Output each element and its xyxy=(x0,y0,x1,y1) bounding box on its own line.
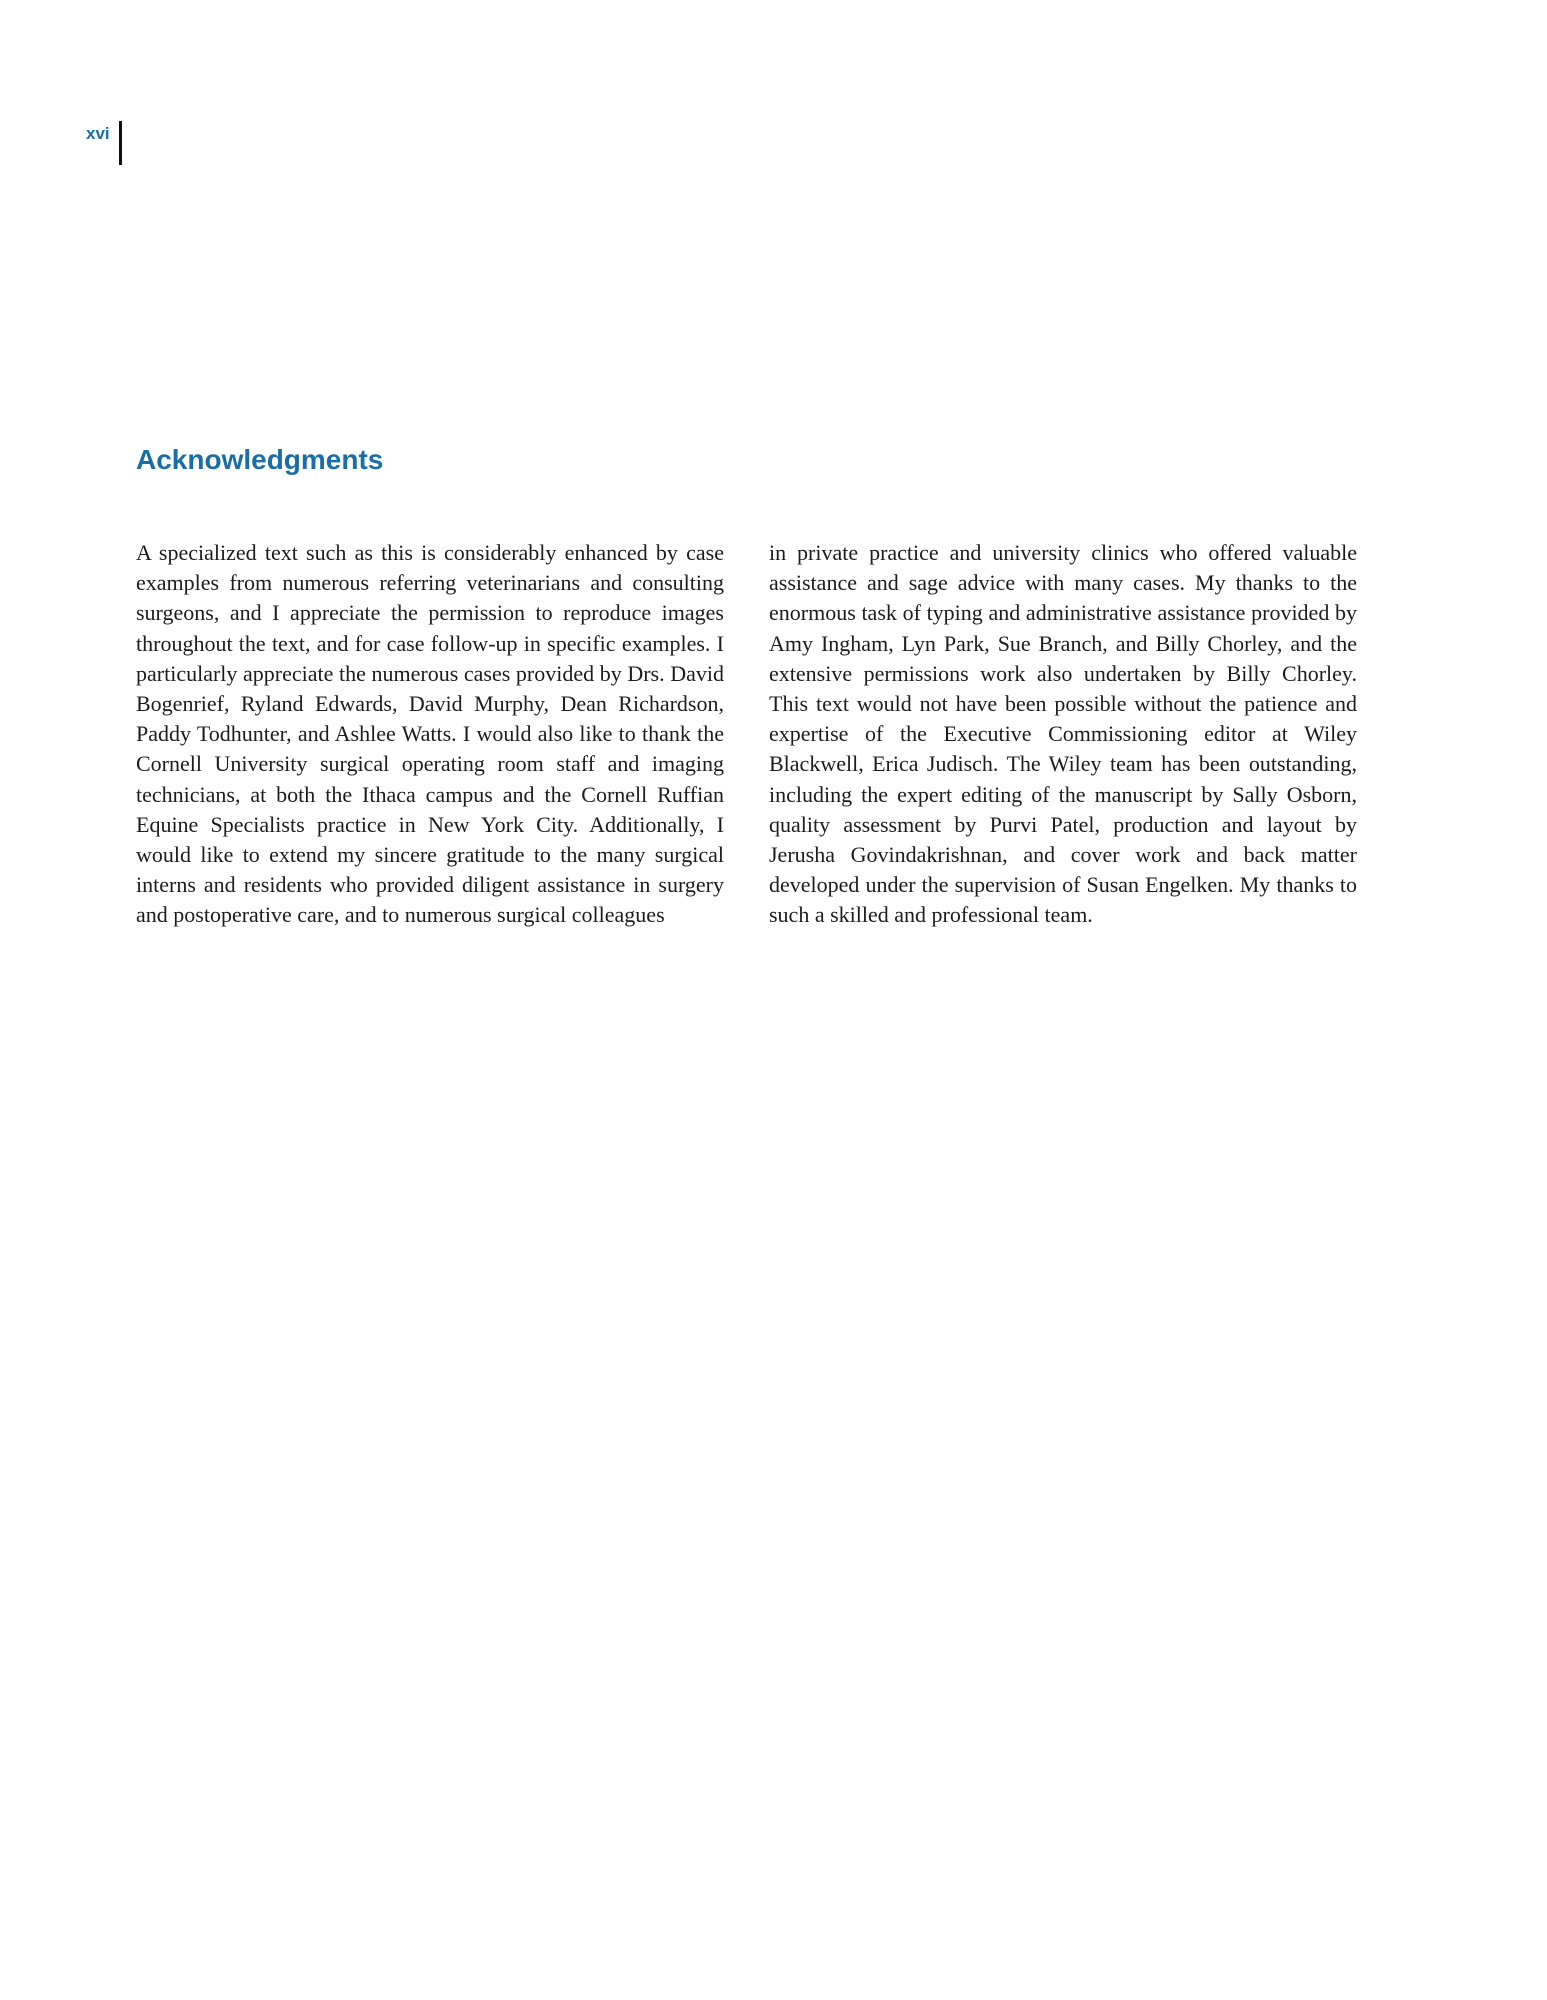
page-number: xvi xyxy=(86,124,110,143)
body-column-right: in private practice and university clinics who offered valuable assistance and sage advice with many cases. My thanks to the enormous task of typing and administrative assistance provided by Amy Ingham, Lyn Park, Sue Branch, and Billy Chorley, and the extensive permissions work also undertaken by Billy Chorley. This text would not have been possible without the patience and expertise of the Executive Commissioning editor at Wiley Blackwell, Erica Judisch. The Wiley team has been outstanding, including the expert editing of the manuscript by Sally Osborn, quality assessment by Purvi Patel, production and layout by Jerusha Govindakrishnan, and cover work and back matter developed under the supervision of Susan Engelken. My thanks to such a skilled and professional team. xyxy=(769,540,1357,928)
page-number-rule xyxy=(119,121,122,165)
section-title: Acknowledgments xyxy=(136,444,384,475)
body-column-left: A specialized text such as this is considerably enhanced by case examples from numerous referring veterinarians and consulting surgeons, and I appreciate the permission to reproduce images throughout the text, and for case follow-up in specific examples. I particularly appreciate the numerous cases provided by Drs. David Bogenrief, Ryland Edwards, David Murphy, Dean Richardson, Paddy Todhunter, and Ashlee Watts. I would also like to thank the Cornell University surgical operating room staff and imaging technicians, at both the Ithaca campus and the Cornell Ruffian Equine Specialists practice in New York City. Additionally, I would like to extend my sincere gratitude to the many surgical interns and residents who provided diligent assistance in surgery and postoperative care, and to numerous surgical colleagues xyxy=(136,540,724,928)
